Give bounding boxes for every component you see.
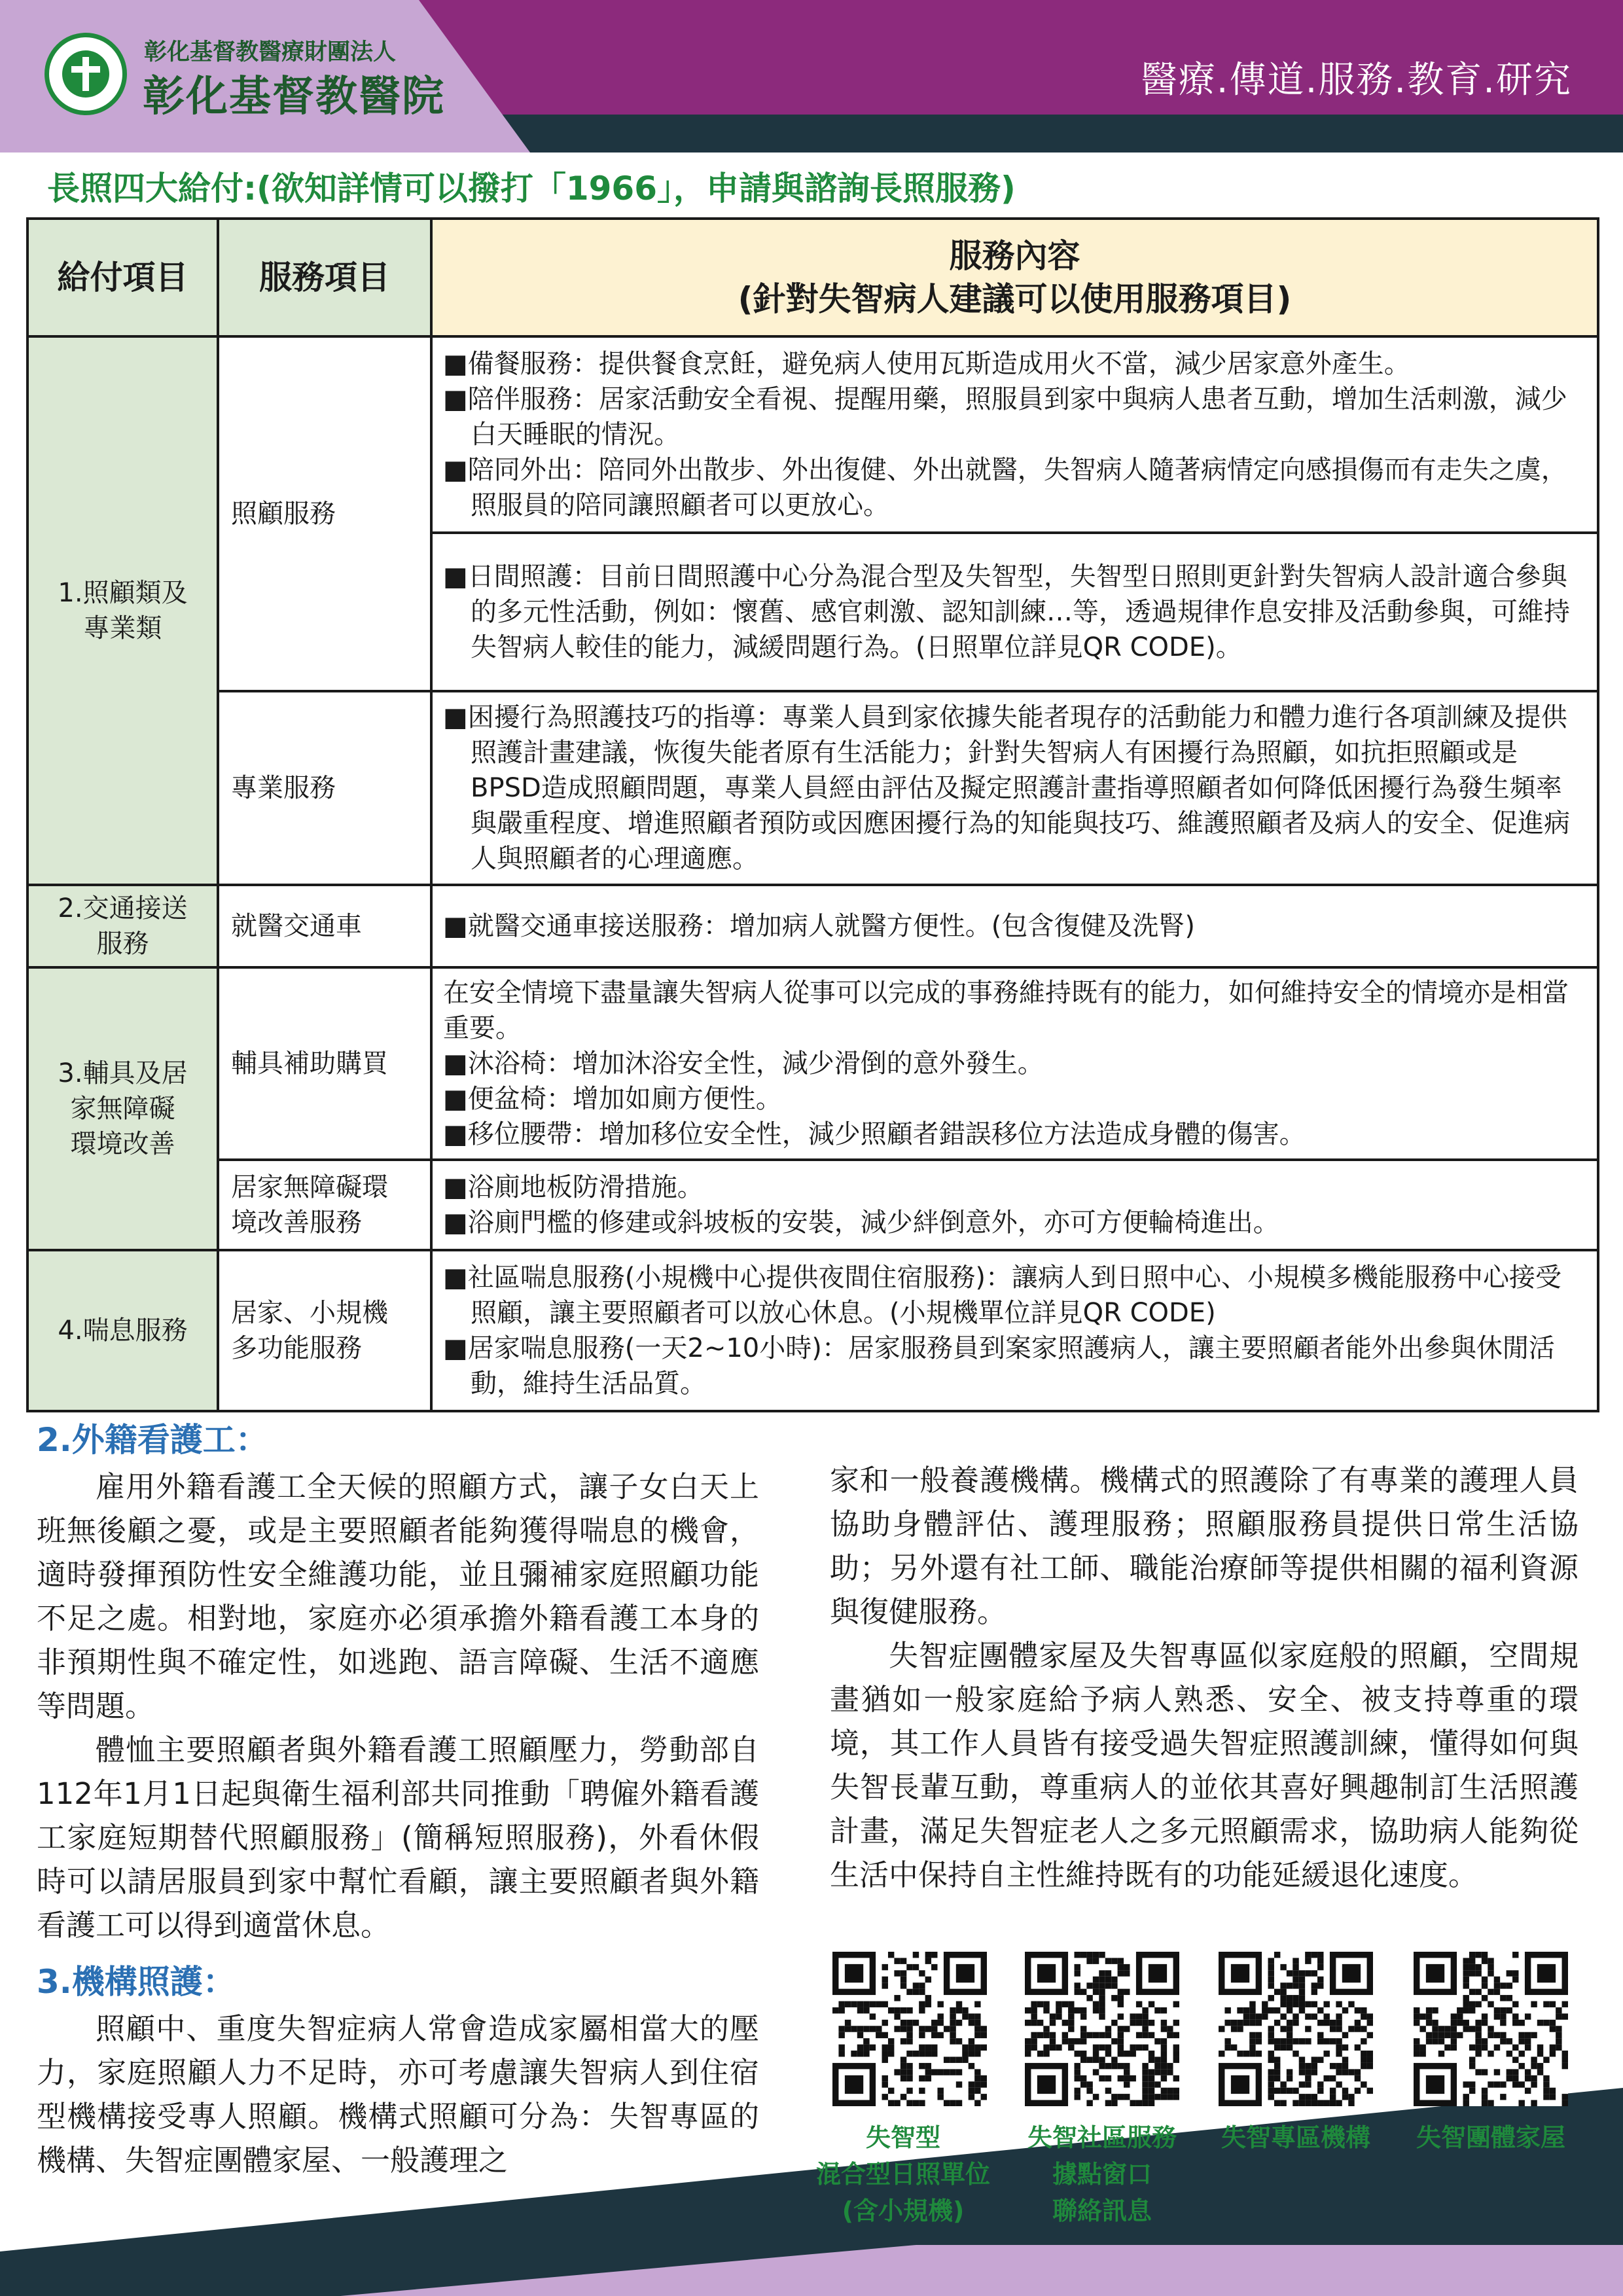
list-item: ■日間照護：目前日間照護中心分為混合型及失智型，失智型日照則更針對失智病人設計適合參與的多元性活動，例如：懷舊、感官刺激、認知訓練…等，透過規律作息安排及活動參與，可維持失智病人較佳的能力，減緩問題行為。(日照單位詳見QR CODE)。 (443, 562, 1570, 662)
list-item: ■移位腰帶：增加移位安全性，減少照顧者錯誤移位方法造成身體的傷害。 (443, 1119, 1306, 1149)
service-line: 多功能服務 (231, 1333, 362, 1363)
hospital-logo-icon (45, 33, 127, 115)
qr-label-line: 聯絡訊息 (1052, 2197, 1152, 2225)
slogan: 醫療.傳道.服務.教育.研究 (1140, 59, 1572, 101)
qr-label-dementia-unit (1198, 2119, 1394, 2156)
category-line: 專業類 (83, 613, 162, 643)
qr-label-daycare (805, 2119, 1001, 2229)
category-line: 3.輔具及居 (58, 1058, 188, 1088)
service-line: 居家無障礙環 (231, 1172, 388, 1202)
institution-paragraph-1: 照顧中、重度失智症病人常會造成家屬相當大的壓力，家庭照顧人力不足時，亦可考慮讓失智病人到住宿型機構接受專人照顧。機構式照顧可分為：失智專區的機構、失智症團體家屋、一般護理之 (37, 2011, 759, 2178)
qr-code-icon[interactable] (1414, 1952, 1568, 2106)
header-content-line1: 服務內容 (949, 237, 1080, 275)
qr-label-group-home (1393, 2119, 1589, 2156)
category-transport (27, 885, 218, 967)
list-item: ■沐浴椅：增加沐浴安全性，減少滑倒的意外發生。 (443, 1049, 1044, 1079)
qr-label-line: 失智型 (865, 2123, 940, 2152)
list-item: ■備餐服務：提供餐食烹飪，避免病人使用瓦斯造成用火不當，減少居家意外產生。 (443, 349, 1410, 379)
list-item: ■浴廁地板防滑措施。 (443, 1172, 704, 1202)
qr-label-community-service (1004, 2119, 1200, 2229)
header-service-item: 服務項目 (218, 219, 431, 336)
content-transport (431, 885, 1598, 967)
content-daycare (431, 533, 1598, 691)
qr-label-line: 混合型日照單位 (815, 2160, 990, 2189)
category-line: 2.交通接送 (58, 893, 188, 924)
content-care (431, 336, 1598, 533)
category-line: 服務 (96, 929, 149, 959)
section-title-foreign: 2.外籍看護工： (37, 1421, 268, 1459)
list-item: ■居家喘息服務(一天2~10小時)：居家服務員到案家照護病人，讓主要照顧者能外出參與休閒活動，維持生活品質。 (443, 1333, 1555, 1399)
qr-label-line: 據點窗口 (1052, 2160, 1152, 2189)
qr-code-icon[interactable] (1219, 1952, 1373, 2106)
ltc-title: 長照四大給付:(欲知詳情可以撥打「1966」，申請與諮詢長照服務) (47, 170, 1016, 207)
content-respite (431, 1250, 1598, 1411)
service-line: 居家、小規機 (231, 1298, 388, 1328)
org-name: 彰化基督教醫院 (143, 73, 445, 121)
list-item: ■浴廁門檻的修建或斜坡板的安裝，減少絆倒意外，亦可方便輪椅進出。 (443, 1208, 1279, 1238)
institution-paragraph-2: 失智症團體家屋及失智專區似家庭般的照顧，空間規畫猶如一般家庭給予病人熟悉、安全、被支持尊重的環境，其工作人員皆有接受過失智症照護訓練，懂得如何與失智長輩互動，尊重病人的並依其喜好興趣制訂生活照護計畫，滿足失智症老人之多元照顧需求，協助病人能夠從生活中保持自主性維持既有的功能延緩退化速度。 (830, 1638, 1578, 1892)
category-line: 家無障礙 (70, 1094, 175, 1124)
section-title-institution: 3.機構照護： (37, 1963, 236, 2001)
header-content-line2: (針對失智病人建議可以使用服務項目) (738, 280, 1292, 318)
org-subtitle: 彰化基督教醫療財團法人 (144, 39, 397, 65)
category-line: 1.照顧類及 (58, 578, 188, 608)
header-payment-item: 給付項目 (27, 219, 218, 336)
foreign-paragraph-1: 雇用外籍看護工全天候的照顧方式，讓子女白天上班無後顧之憂，或是主要照顧者能夠獲得喘息的機會，適時發揮預防性安全維護功能，並且彌補家庭照顧功能不足之處。相對地，家庭亦必須承擔外籍看護工本身的非預期性與不確定性，如逃跑、語言障礙、生活不適應等問題。 (37, 1469, 759, 1723)
service-care: 照顧服務 (218, 336, 431, 691)
service-respite (218, 1250, 431, 1411)
list-item: ■便盆椅：增加如廁方便性。 (443, 1084, 782, 1114)
header-service-content (431, 219, 1598, 336)
ltc-table (26, 217, 1599, 1412)
list-item: ■就醫交通車接送服務：增加病人就醫方便性。(包含復健及洗腎) (443, 911, 1196, 941)
content-professional (431, 691, 1598, 885)
content-aids (431, 967, 1598, 1160)
category-respite: 4.喘息服務 (27, 1250, 218, 1411)
list-item: ■困擾行為照護技巧的指導：專業人員到家依據失能者現存的活動能力和體力進行各項訓練及提供照護計畫建議，恢復失能者原有生活能力；針對失智病人有困擾行為照顧，如抗拒照顧或是BPSD造成照顧問題，專業人員經由評估及擬定照護計畫指導照顧者如何降低困擾行為發生頻率與嚴重程度、增進照顧者預防或因應困擾行為的知能與技巧、維護照顧者及病人的安全、促進病人與照顧者的心理適應。 (443, 702, 1570, 874)
list-item: ■社區喘息服務(小規機中心提供夜間住宿服務)：讓病人到日照中心、小規模多機能服務中心接受照顧，讓主要照顧者可以放心休息。(小規機單位詳見QR CODE) (443, 1263, 1562, 1328)
list-item: ■陪同外出：陪同外出散步、外出復健、外出就醫，失智病人隨著病情定向感損傷而有走失之虞，照服員的陪同讓照顧者可以更放心。 (443, 455, 1567, 520)
list-item: ■陪伴服務：居家活動安全看視、提醒用藥，照服員到家中與病人患者互動，增加生活刺激，減少白天睡眠的情況。 (443, 384, 1567, 450)
service-transport: 就醫交通車 (218, 885, 431, 967)
qr-label-line: 失智專區機構 (1221, 2123, 1370, 2152)
content-barrier-free (431, 1160, 1598, 1250)
service-line: 境改善服務 (231, 1208, 362, 1238)
category-care-professional (27, 336, 218, 885)
qr-label-line: (含小規機) (842, 2197, 965, 2225)
qr-code-icon[interactable] (832, 1952, 987, 2106)
category-aids-barrier-free (27, 967, 218, 1250)
aids-intro: 在安全情境下盡量讓失智病人從事可以完成的事務維持既有的能力，如何維持安全的情境亦是相當重要。 (443, 978, 1569, 1043)
foreign-paragraph-2: 體恤主要照顧者與外籍看護工照顧壓力，勞動部自112年1月1日起與衛生福利部共同推動「聘僱外籍看護工家庭短期替代照顧服務」(簡稱短照服務)，外看休假時可以請居服員到家中幫忙看顧，讓主要照顧者與外籍看護工可以得到適當休息。 (37, 1732, 759, 1943)
institution-paragraph-1-continued: 家和一般養護機構。機構式的照護除了有專業的護理人員協助身體評估、護理服務；照顧服務員提供日常生活協助；另外還有社工師、職能治療師等提供相關的福利資源與復健服務。 (830, 1463, 1578, 1629)
qr-label-line: 失智社區服務 (1027, 2123, 1177, 2152)
service-aids: 輔具補助購買 (218, 967, 431, 1160)
service-professional: 專業服務 (218, 691, 431, 885)
qr-code-icon[interactable] (1025, 1952, 1179, 2106)
qr-label-line: 失智團體家屋 (1416, 2123, 1565, 2152)
service-barrier-free (218, 1160, 431, 1250)
category-line: 環境改善 (70, 1129, 175, 1159)
